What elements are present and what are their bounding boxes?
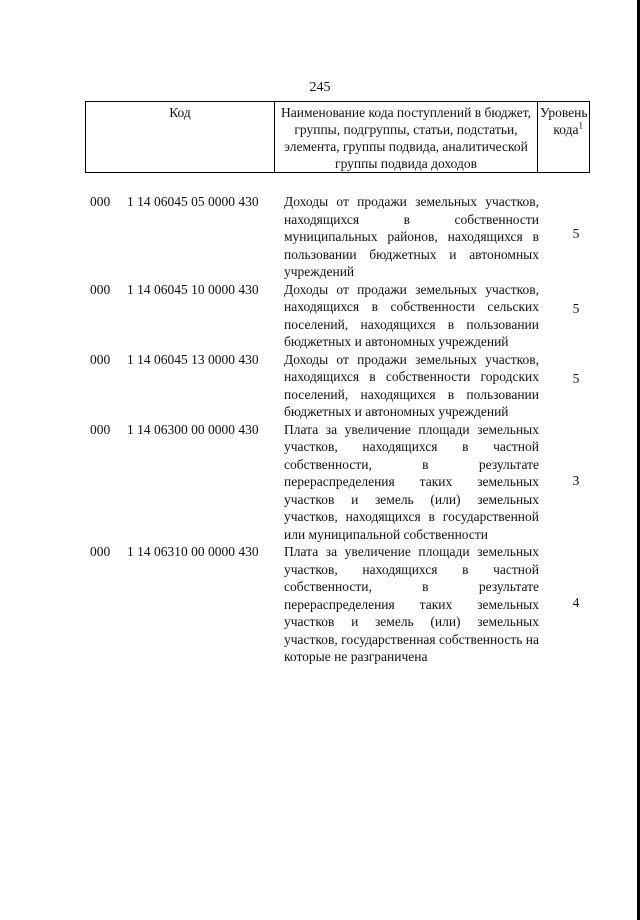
income-name: Плата за увеличение площади земельных участков, находящихся в частной собственности, в результате перераспределения таких земельных участков и земель (или) земельных участков, государственная собственность на которые не разграничена <box>284 544 539 664</box>
admin-code: 000 <box>90 544 111 559</box>
table-row <box>0 543 640 666</box>
budget-code: 1 14 06045 10 0000 430 <box>127 281 259 297</box>
code-level: 5 <box>572 370 580 386</box>
code-level: 3 <box>572 472 580 488</box>
code-level: 4 <box>572 595 580 610</box>
admin-code: 000 <box>90 281 111 297</box>
code-level: 5 <box>572 226 580 241</box>
table-row <box>0 281 640 351</box>
income-name: Плата за увеличение площади земельных участков, находящихся в частной собственности, в результате перераспределения таких земельных участков и земель (или) земельных участков, находящихся в государственной или муниципальной собственности <box>284 421 539 542</box>
header-code: Код <box>86 102 275 173</box>
header-row <box>86 102 590 173</box>
admin-code: 000 <box>90 351 111 367</box>
table-body <box>0 193 640 666</box>
header-level-text: Уровень кода <box>540 105 588 137</box>
header-name: Наименование кода поступлений в бюджет, группы, подгруппы, статьи, подстатьи, элемента, группы подвида, аналитической группы подвида доходов <box>275 102 538 173</box>
footnote-marker: 1 <box>578 120 583 131</box>
budget-code: 1 14 06300 00 0000 430 <box>127 421 259 437</box>
admin-code: 000 <box>90 421 111 437</box>
table-row <box>0 421 640 544</box>
table-row <box>0 351 640 421</box>
header-level <box>538 102 590 173</box>
table-row <box>0 193 640 281</box>
budget-code: 1 14 06310 00 0000 430 <box>127 544 259 559</box>
income-name: Доходы от продажи земельных участков, находящихся в собственности муниципальных районов, находящихся в пользовании бюджетных и автономных учреждений <box>284 194 539 279</box>
admin-code: 000 <box>90 194 111 209</box>
budget-code: 1 14 06045 05 0000 430 <box>127 194 259 209</box>
table-header <box>85 101 590 173</box>
page-number: 245 <box>309 80 331 95</box>
code-level: 5 <box>572 300 580 316</box>
income-name: Доходы от продажи земельных участков, находящихся в собственности сельских поселений, находящихся в пользовании бюджетных и автономных учреждений <box>284 281 539 349</box>
header-level-label <box>540 104 587 138</box>
income-name: Доходы от продажи земельных участков, находящихся в собственности городских поселений, находящихся в пользовании бюджетных и автономных учреждений <box>284 351 539 419</box>
budget-code: 1 14 06045 13 0000 430 <box>127 351 259 367</box>
